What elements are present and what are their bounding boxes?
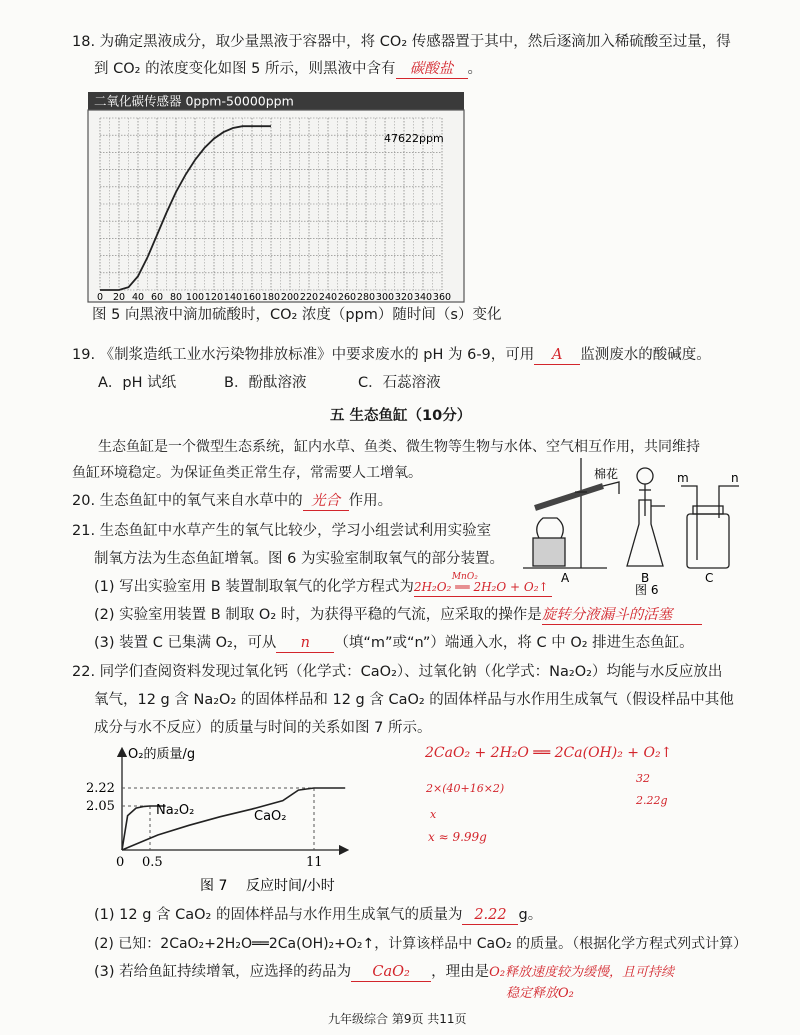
- x-tick-label: 0: [96, 292, 104, 303]
- q18-line1: 18. 为确定黑液成分，取少量黑液于容器中，将 CO₂ 传感器置于其中，然后逐滴加入稀硫酸至过量，得: [72, 34, 731, 50]
- figure-7-caption: 图 7: [200, 878, 228, 894]
- x-tick-label: 300: [375, 292, 395, 303]
- curve-annotation: 47622ppm: [384, 132, 444, 145]
- x-tick-label: 180: [261, 292, 281, 303]
- q18-end: 。: [467, 61, 483, 77]
- q21-p2-text: (2) 实验室用装置 B 制取 O₂ 时，为获得平稳的气流，应采取的操作是: [94, 607, 542, 623]
- q19-text: 19. 《制浆造纸工业水污染物排放标准》中要求废水的 pH 为 6-9，可用: [72, 347, 535, 363]
- q19-end: 监测废水的酸碱度。: [580, 347, 711, 363]
- x-tick-label: 320: [394, 292, 414, 303]
- x-tick-label: 220: [299, 292, 319, 303]
- work-molar-mass: 2×(40+16×2): [426, 782, 505, 795]
- q22-line1: 22. 同学们查阅资料发现过氧化钙（化学式：CaO₂）、过氧化钠（化学式：Na₂O₂）均能与水反应放出: [72, 664, 723, 680]
- q21-p2-answer: 旋转分液漏斗的活塞: [542, 606, 702, 625]
- q20-answer: 光合: [303, 492, 349, 511]
- figure-5-caption: 图 5 向黑液中滴加硫酸时，CO₂ 浓度（ppm）随时间（s）变化: [92, 307, 502, 323]
- x-tick-label: 280: [356, 292, 376, 303]
- x-tick-labels: [97, 292, 451, 303]
- q19-option-c: C．石蕊溶液: [358, 375, 441, 391]
- separatory-funnel: [637, 468, 653, 484]
- sensor-header-text: 二氧化碳传感器 0ppm-50000ppm: [94, 93, 294, 109]
- q19-line: [72, 346, 711, 365]
- x-tick-label: 340: [413, 292, 433, 303]
- label-cao2: CaO₂: [254, 809, 287, 824]
- q19-answer: A: [534, 346, 580, 365]
- section-intro-2: 鱼缸环境稳定。为保证鱼类正常生存，常需要人工增氧。: [72, 465, 422, 481]
- delivery-tube-a: [603, 482, 619, 494]
- label-na2o2: Na₂O₂: [156, 803, 195, 818]
- x-tick-label: 140: [223, 292, 243, 303]
- tick-0: 0: [116, 855, 125, 870]
- figure-6-caption: 图 6: [635, 583, 659, 597]
- q22-p3-text: (3) 若给鱼缸持续增氧，应选择的药品为: [94, 964, 352, 980]
- q21-p3: [94, 634, 694, 653]
- section-title: 五 生态鱼缸（10分）: [330, 408, 472, 424]
- q21-p1-text: (1) 写出实验室用 B 装置制取氧气的化学方程式为: [94, 579, 414, 595]
- test-tube: [535, 486, 603, 508]
- tick-205: 2.05: [86, 799, 115, 814]
- page-footer: 九年级综合 第9页 共11页: [328, 1012, 467, 1026]
- work-mass: 2.22g: [636, 794, 668, 807]
- q19-option-a: A．pH 试纸: [98, 375, 177, 391]
- q20-text: 20. 生态鱼缸中的氧气来自水草中的: [72, 493, 303, 509]
- label-b: B: [641, 571, 650, 585]
- work-o2-mass: 32: [636, 772, 650, 785]
- q20-line: [72, 492, 392, 511]
- q22-p2: (2) 已知：2CaO₂+2H₂O══2Ca(OH)₂+O₂↑，计算该样品中 CaO₂ 的质量。（根据化学方程式列式计算）: [94, 936, 748, 952]
- gas-bottle: [687, 514, 729, 568]
- q22-p3-reason2: 稳定释放O₂: [506, 986, 574, 1001]
- x-tick-label: 260: [337, 292, 357, 303]
- figure-7-chart: [82, 742, 352, 894]
- q18-answer: 碳酸盐: [396, 60, 468, 79]
- q19-option-b: B．酚酞溶液: [224, 375, 307, 391]
- q21-line1: 21. 生态鱼缸中水草产生的氧气比较少，学习小组尝试利用实验室: [72, 523, 492, 539]
- fig7-ylabel: O₂的质量/g: [128, 747, 196, 762]
- q21-p1: [94, 572, 552, 597]
- fig7-xlabel: 反应时间/小时: [246, 878, 335, 894]
- label-n: n: [731, 471, 739, 485]
- q21-p1-catalyst: MnO₂: [451, 572, 478, 582]
- cao2-curve: [122, 788, 345, 850]
- q22-p3: [94, 963, 674, 982]
- q22-line3: 成分与水不反应）的质量与时间的关系如图 7 所示。: [94, 720, 432, 736]
- q22-p3-mid: ，理由是: [431, 964, 490, 980]
- x-tick-label: 80: [169, 292, 183, 303]
- label-m: m: [677, 471, 689, 485]
- label-cotton: 棉花: [594, 467, 619, 481]
- q21-p3-answer: n: [276, 634, 334, 653]
- tick-05: 0.5: [142, 855, 163, 870]
- work-result: x ≈ 9.99g: [428, 830, 487, 844]
- alcohol-lamp: [537, 518, 564, 538]
- x-tick-label: 60: [150, 292, 164, 303]
- x-tick-label: 160: [242, 292, 262, 303]
- work-x: x: [430, 808, 437, 821]
- tick-11: 11: [306, 855, 323, 870]
- q18-line2: [94, 60, 482, 79]
- q22-p3-answer: CaO₂: [351, 963, 431, 982]
- q22-p1-end: g。: [518, 907, 543, 923]
- q22-line2: 氧气，12 g 含 Na₂O₂ 的固体样品和 12 g 含 CaO₂ 的固体样品与水作用生成氧气（假设样品中其他: [94, 692, 734, 708]
- q20-end: 作用。: [348, 493, 393, 509]
- q18-line2-text: 到 CO₂ 的浓度变化如图 5 所示，则黑液中含有: [94, 61, 396, 77]
- q22-p1-text: (1) 12 g 含 CaO₂ 的固体样品与水作用生成氧气的质量为: [94, 907, 463, 923]
- long-tube-m: [681, 486, 697, 560]
- x-tick-label: 240: [318, 292, 338, 303]
- figure-5-chart: [88, 92, 468, 304]
- q22-p1-answer: 2.22: [462, 906, 518, 925]
- q21-p3-text-a: (3) 装置 C 已集满 O₂，可从: [94, 635, 277, 651]
- q22-p1: [94, 906, 542, 925]
- q21-p3-text-b: （填“m”或“n”）端通入水，将 C 中 O₂ 排进生态鱼缸。: [334, 635, 694, 651]
- label-a: A: [561, 571, 570, 585]
- x-tick-label: 40: [131, 292, 145, 303]
- q21-line2: 制氧方法为生态鱼缸增氧。图 6 为实验室制取氧气的部分装置。: [94, 551, 504, 567]
- x-tick-label: 100: [185, 292, 205, 303]
- figure-6-apparatus: [515, 456, 770, 597]
- x-tick-label: 360: [432, 292, 452, 303]
- work-equation: 2CaO₂ + 2H₂O ══ 2Ca(OH)₂ + O₂↑: [425, 745, 673, 761]
- section-intro-1: 生态鱼缸是一个微型生态系统，缸内水草、鱼类、微生物等生物与水体、空气相互作用，共同维持: [98, 439, 700, 455]
- alcohol-lamp-block: [533, 538, 565, 566]
- x-tick-label: 200: [280, 292, 300, 303]
- x-tick-label: 20: [112, 292, 126, 303]
- label-c: C: [705, 571, 714, 585]
- short-tube-n: [719, 486, 739, 518]
- q21-p2: [94, 606, 702, 625]
- tick-222: 2.22: [86, 781, 115, 796]
- x-tick-label: 120: [204, 292, 224, 303]
- q22-p3-reason1: O₂释放速度较为缓慢，且可持续: [489, 965, 675, 980]
- q21-p1-equation: 2H₂O₂ ══ 2H₂O + O₂↑: [413, 580, 549, 594]
